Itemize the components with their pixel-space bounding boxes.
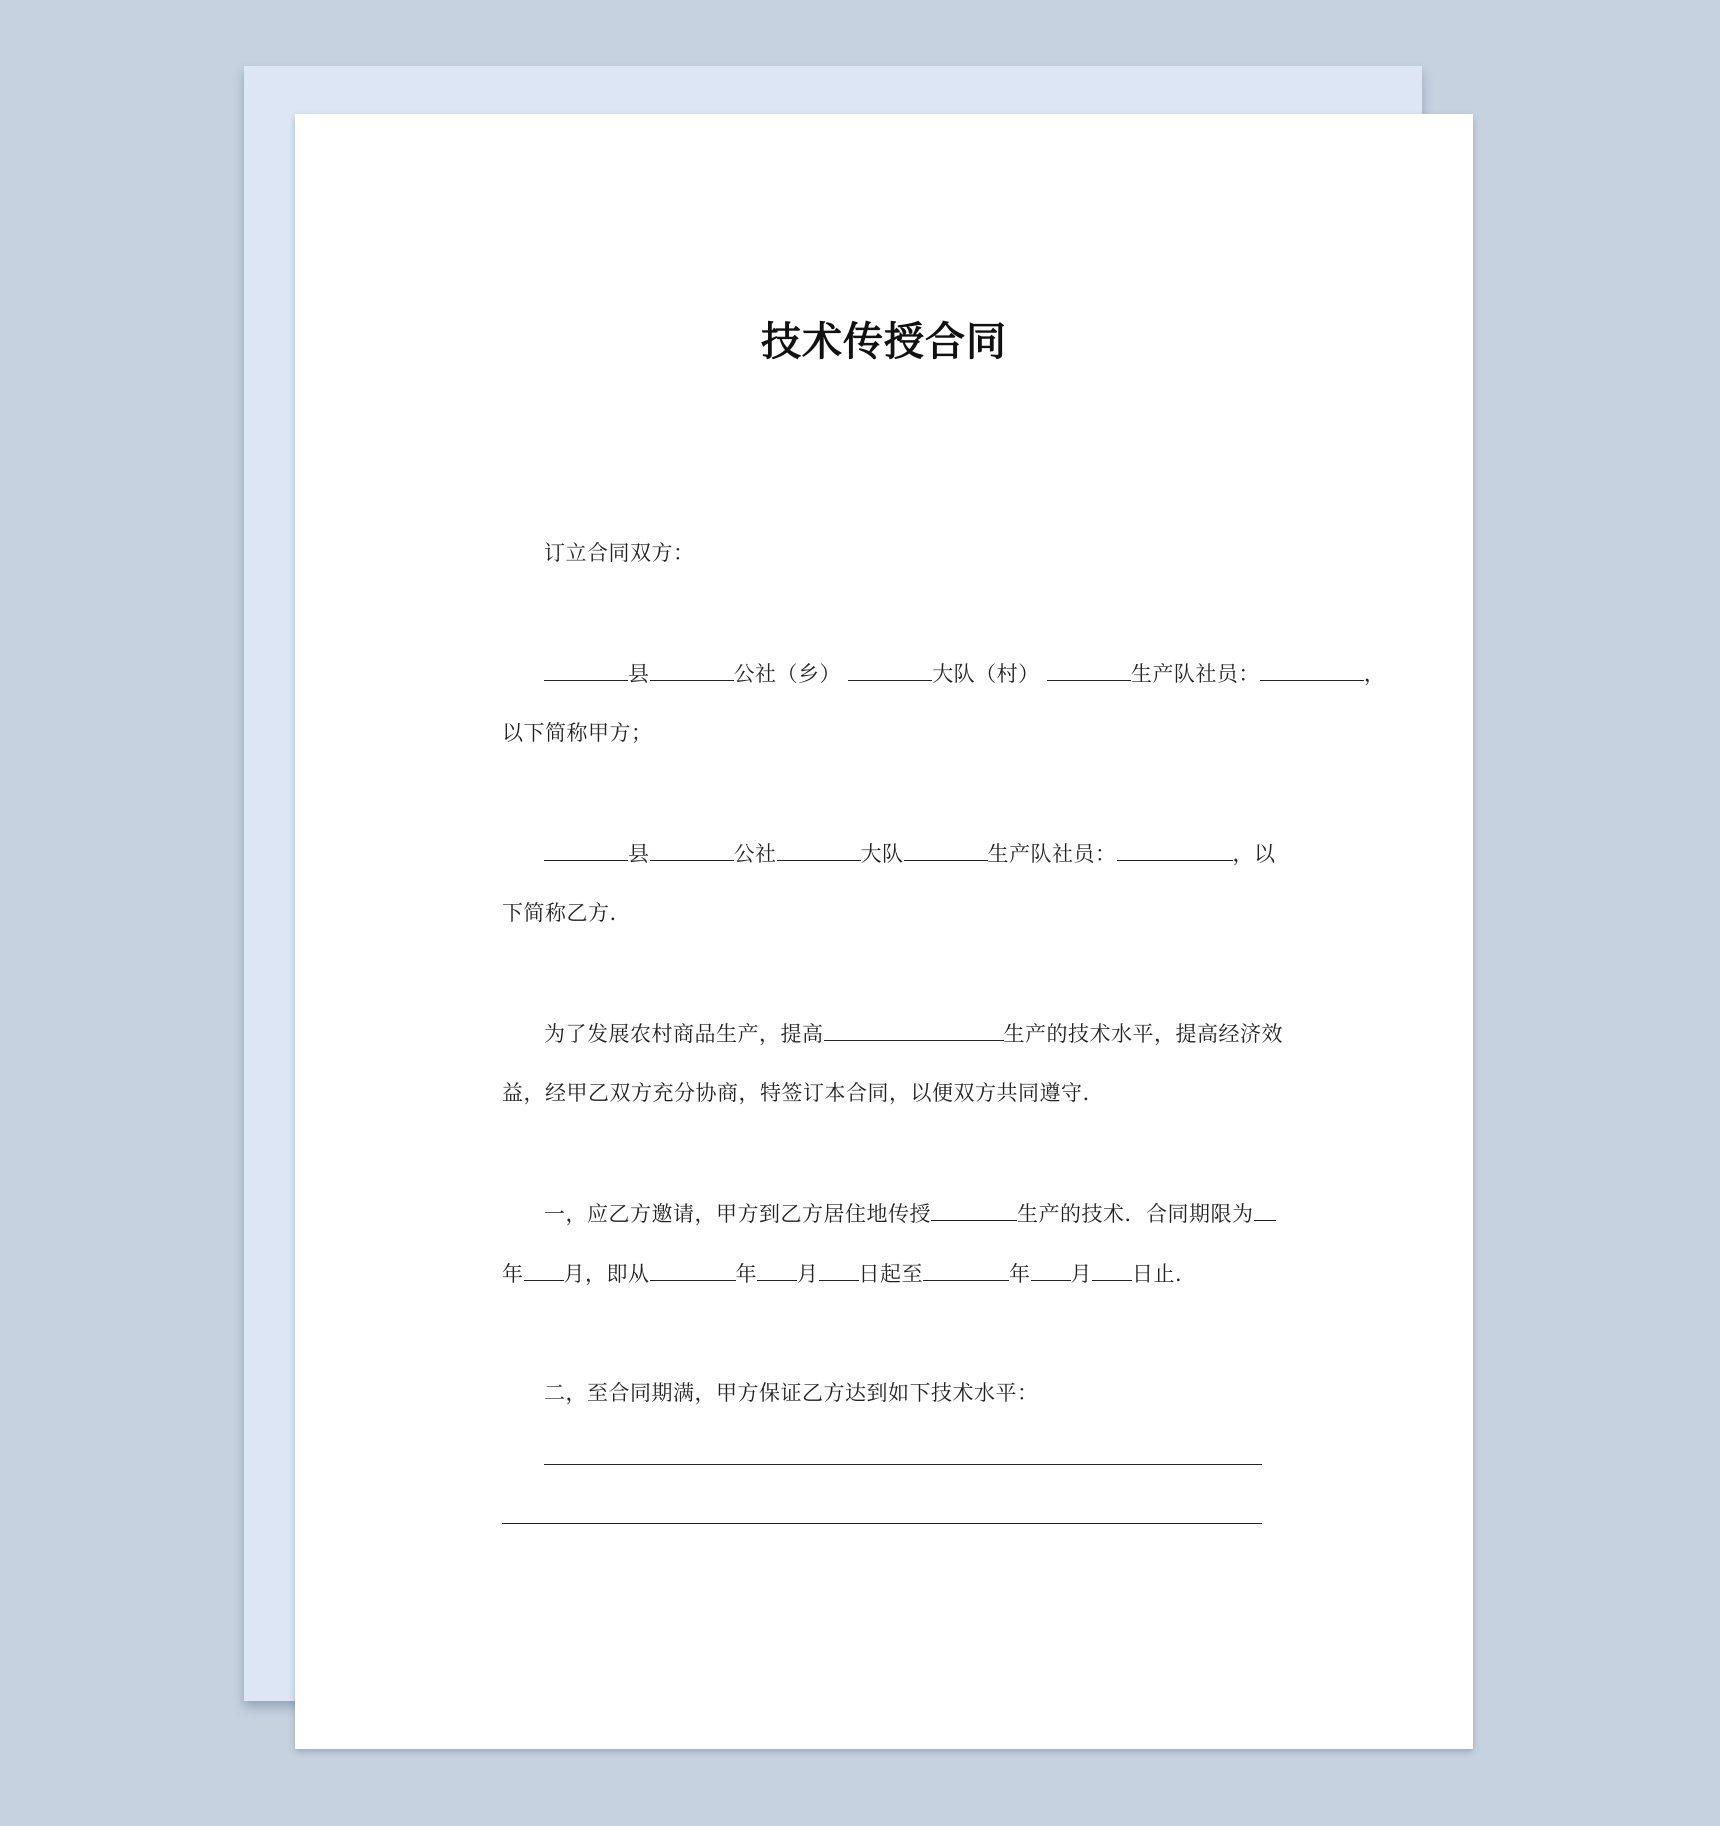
clause-1-text-2: 生产的技术．合同期限为: [1017, 1202, 1254, 1226]
brigade-blank: [848, 658, 932, 681]
year-label: 年: [502, 1262, 524, 1286]
clause-1-text-1: 一，应乙方邀请，甲方到乙方居住地传授: [544, 1202, 931, 1226]
county-blank: [544, 658, 628, 681]
end-year-label: 年: [1009, 1262, 1031, 1286]
end-day-label: 日止.: [1132, 1262, 1183, 1286]
party-a-county-label: 县: [628, 662, 650, 686]
start-year-label: 年: [735, 1262, 757, 1286]
clause-2-text: 二，至合同期满，甲方保证乙方达到如下技术水平：: [544, 1381, 1039, 1405]
intro-text: 订立合同双方：: [544, 541, 695, 565]
county-blank: [544, 838, 628, 861]
purpose-text-2: 生产的技术水平，提高经济效: [1003, 1022, 1283, 1046]
commune-blank: [650, 838, 734, 861]
months-blank: [524, 1258, 564, 1281]
start-day-label: 日起至: [858, 1262, 923, 1286]
party-a-commune-label: 公社（乡）: [733, 662, 841, 686]
fill-in-line-1: [544, 1464, 1262, 1465]
party-b-member-label: 生产队社员：: [987, 842, 1117, 866]
end-day-blank: [1092, 1258, 1132, 1281]
party-a-comma: ，: [1363, 662, 1386, 686]
start-year-blank: [650, 1258, 736, 1281]
document-page: [295, 114, 1473, 1749]
purpose-text-3: 益，经甲乙双方充分协商，特签订本合同，以便双方共同遵守.: [502, 1081, 1090, 1105]
party-b-alias: 下简称乙方.: [502, 901, 617, 925]
commune-blank: [650, 658, 734, 681]
end-month-blank: [1031, 1258, 1071, 1281]
document-title: 技术传授合同: [761, 319, 1007, 365]
end-year-blank: [923, 1258, 1009, 1281]
intro-line: [544, 538, 695, 568]
brigade-blank: [777, 838, 861, 861]
party-b-line-1: [544, 838, 1276, 869]
party-b-county-label: 县: [628, 842, 650, 866]
purpose-line-1: [544, 1018, 1283, 1049]
purpose-text-1: 为了发展农村商品生产，提高: [544, 1022, 824, 1046]
technique-blank: [931, 1198, 1017, 1221]
party-a-line-2: [502, 718, 653, 748]
party-b-commune-label: 公社: [733, 842, 777, 866]
party-a-line-1: [544, 658, 1385, 689]
party-b-brigade-label: 大队: [860, 842, 904, 866]
purpose-line-2: [502, 1078, 1090, 1108]
end-month-label: 月: [1070, 1262, 1092, 1286]
team-blank: [1047, 658, 1131, 681]
party-b-line-2: [502, 898, 617, 928]
fill-in-line-2: [502, 1523, 1262, 1524]
party-a-brigade-label: 大队（村）: [932, 662, 1040, 686]
party-a-member-label: 生产队社员：: [1130, 662, 1260, 686]
member-name-blank: [1260, 658, 1364, 681]
team-blank: [904, 838, 988, 861]
member-name-blank: [1117, 838, 1233, 861]
term-blank: [1254, 1198, 1276, 1221]
party-b-tail: ，以: [1232, 842, 1276, 866]
clause-1-line-1: [544, 1198, 1276, 1229]
industry-blank: [824, 1018, 1004, 1041]
clause-1-line-2: [502, 1258, 1182, 1289]
start-month-label: 月: [797, 1262, 819, 1286]
clause-2-line: [544, 1378, 1039, 1408]
start-day-blank: [819, 1258, 859, 1281]
month-from-label: 月，即从: [563, 1262, 650, 1286]
start-month-blank: [757, 1258, 797, 1281]
party-a-alias: 以下简称甲方；: [502, 721, 653, 745]
